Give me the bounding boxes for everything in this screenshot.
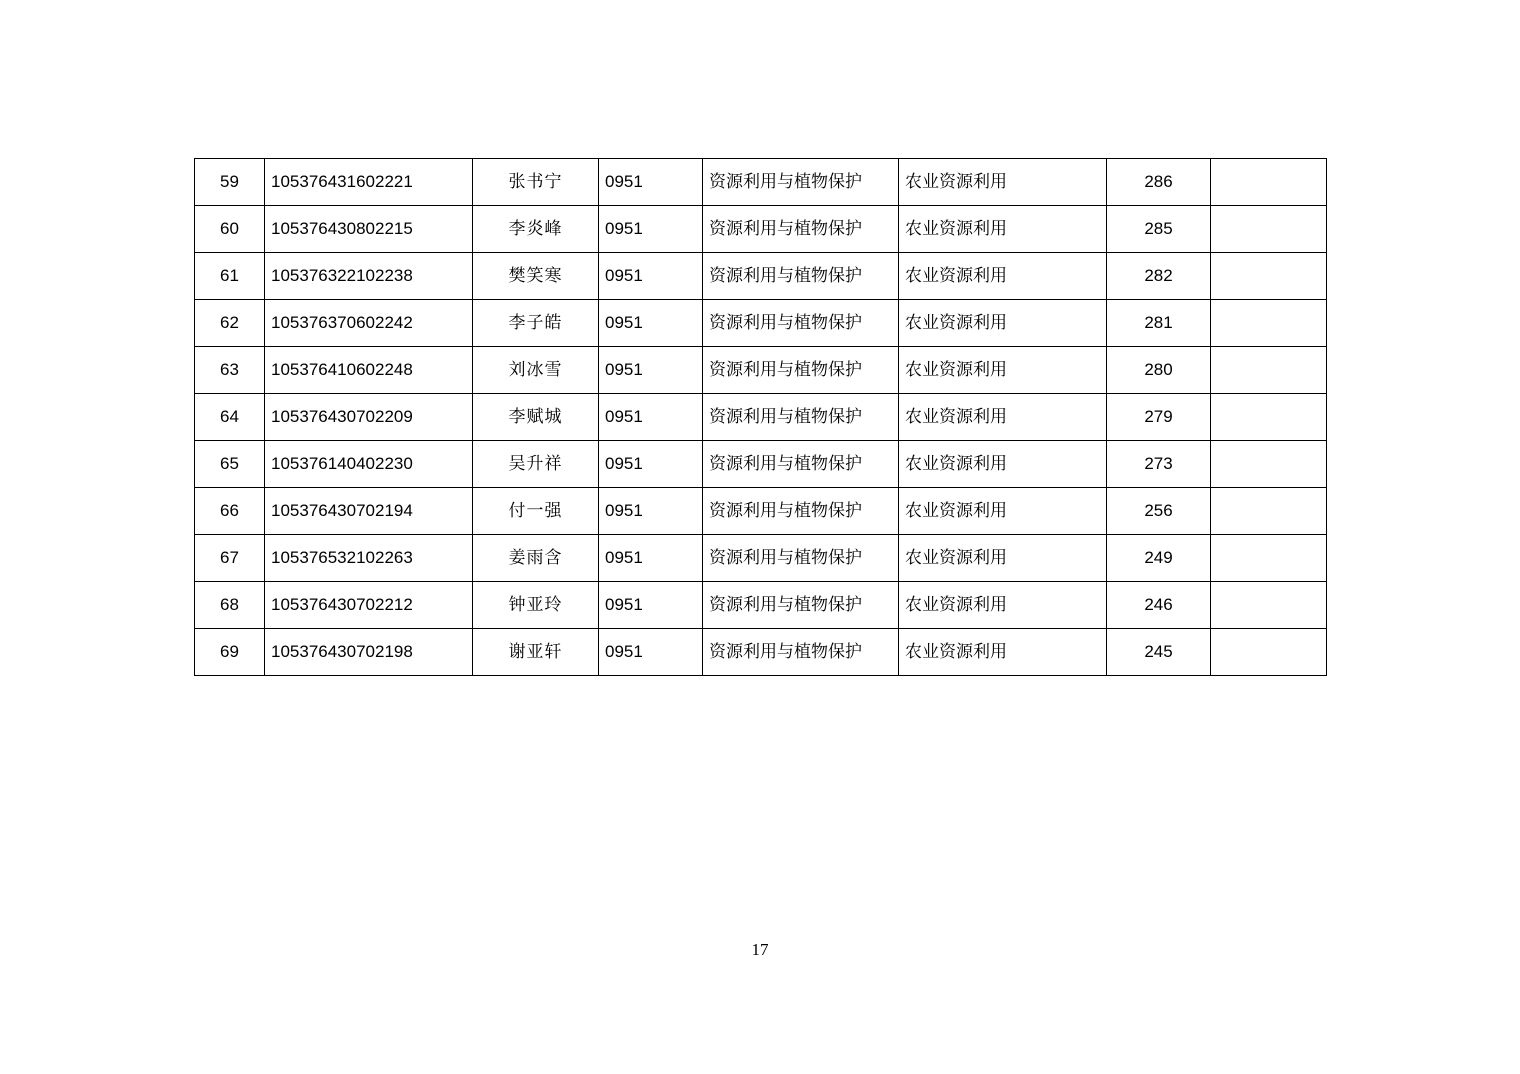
major-name: 资源利用与植物保护: [703, 206, 899, 253]
remark: [1211, 253, 1327, 300]
page-number: 17: [751, 940, 769, 959]
major-code: 0951: [599, 629, 703, 676]
total-score: 282: [1107, 253, 1211, 300]
candidate-number: 105376322102238: [265, 253, 473, 300]
row-index: 69: [195, 629, 265, 676]
table-row: [195, 300, 1327, 347]
remark: [1211, 629, 1327, 676]
remark: [1211, 347, 1327, 394]
total-score: 281: [1107, 300, 1211, 347]
major-code: 0951: [599, 535, 703, 582]
major-name: 资源利用与植物保护: [703, 441, 899, 488]
major-name: 资源利用与植物保护: [703, 253, 899, 300]
total-score: 256: [1107, 488, 1211, 535]
row-index: 62: [195, 300, 265, 347]
total-score: 249: [1107, 535, 1211, 582]
candidate-name: 吴升祥: [473, 441, 599, 488]
candidate-number: 105376430702194: [265, 488, 473, 535]
major-code: 0951: [599, 441, 703, 488]
row-index: 67: [195, 535, 265, 582]
candidate-number: 105376410602248: [265, 347, 473, 394]
major-name: 资源利用与植物保护: [703, 629, 899, 676]
research-direction: 农业资源利用: [899, 394, 1107, 441]
candidate-name: 李赋城: [473, 394, 599, 441]
total-score: 279: [1107, 394, 1211, 441]
major-code: 0951: [599, 582, 703, 629]
table-row: [195, 535, 1327, 582]
candidate-name: 刘冰雪: [473, 347, 599, 394]
candidate-number: 105376430802215: [265, 206, 473, 253]
research-direction: 农业资源利用: [899, 159, 1107, 206]
major-code: 0951: [599, 253, 703, 300]
table-row: [195, 629, 1327, 676]
row-index: 66: [195, 488, 265, 535]
research-direction: 农业资源利用: [899, 347, 1107, 394]
row-index: 60: [195, 206, 265, 253]
candidate-number: 105376430702198: [265, 629, 473, 676]
row-index: 59: [195, 159, 265, 206]
total-score: 286: [1107, 159, 1211, 206]
research-direction: 农业资源利用: [899, 629, 1107, 676]
total-score: 246: [1107, 582, 1211, 629]
candidate-number: 105376370602242: [265, 300, 473, 347]
research-direction: 农业资源利用: [899, 253, 1107, 300]
major-code: 0951: [599, 488, 703, 535]
candidate-name: 付一强: [473, 488, 599, 535]
candidate-name: 姜雨含: [473, 535, 599, 582]
table-row: [195, 582, 1327, 629]
remark: [1211, 582, 1327, 629]
major-name: 资源利用与植物保护: [703, 535, 899, 582]
table-row: [195, 488, 1327, 535]
candidate-number: 105376140402230: [265, 441, 473, 488]
major-name: 资源利用与植物保护: [703, 300, 899, 347]
candidate-name: 樊笑寒: [473, 253, 599, 300]
candidate-name: 谢亚轩: [473, 629, 599, 676]
candidate-number: 105376532102263: [265, 535, 473, 582]
total-score: 285: [1107, 206, 1211, 253]
admission-score-table-container: [194, 158, 1326, 676]
major-code: 0951: [599, 394, 703, 441]
admission-score-table: [194, 158, 1327, 676]
candidate-number: 105376430702209: [265, 394, 473, 441]
major-name: 资源利用与植物保护: [703, 347, 899, 394]
row-index: 61: [195, 253, 265, 300]
remark: [1211, 206, 1327, 253]
candidate-name: 李子皓: [473, 300, 599, 347]
row-index: 63: [195, 347, 265, 394]
remark: [1211, 535, 1327, 582]
remark: [1211, 441, 1327, 488]
row-index: 68: [195, 582, 265, 629]
total-score: 280: [1107, 347, 1211, 394]
major-name: 资源利用与植物保护: [703, 159, 899, 206]
candidate-name: 钟亚玲: [473, 582, 599, 629]
research-direction: 农业资源利用: [899, 488, 1107, 535]
remark: [1211, 488, 1327, 535]
candidate-name: 李炎峰: [473, 206, 599, 253]
table-row: [195, 206, 1327, 253]
major-code: 0951: [599, 347, 703, 394]
major-name: 资源利用与植物保护: [703, 488, 899, 535]
table-row: [195, 441, 1327, 488]
major-code: 0951: [599, 300, 703, 347]
candidate-number: 105376431602221: [265, 159, 473, 206]
research-direction: 农业资源利用: [899, 535, 1107, 582]
table-row: [195, 394, 1327, 441]
row-index: 64: [195, 394, 265, 441]
remark: [1211, 394, 1327, 441]
candidate-name: 张书宁: [473, 159, 599, 206]
table-row: [195, 253, 1327, 300]
research-direction: 农业资源利用: [899, 206, 1107, 253]
candidate-number: 105376430702212: [265, 582, 473, 629]
major-name: 资源利用与植物保护: [703, 394, 899, 441]
table-row: [195, 347, 1327, 394]
major-name: 资源利用与植物保护: [703, 582, 899, 629]
research-direction: 农业资源利用: [899, 582, 1107, 629]
major-code: 0951: [599, 206, 703, 253]
table-body: [195, 159, 1327, 676]
total-score: 273: [1107, 441, 1211, 488]
remark: [1211, 300, 1327, 347]
total-score: 245: [1107, 629, 1211, 676]
row-index: 65: [195, 441, 265, 488]
research-direction: 农业资源利用: [899, 441, 1107, 488]
research-direction: 农业资源利用: [899, 300, 1107, 347]
table-row: [195, 159, 1327, 206]
major-code: 0951: [599, 159, 703, 206]
remark: [1211, 159, 1327, 206]
